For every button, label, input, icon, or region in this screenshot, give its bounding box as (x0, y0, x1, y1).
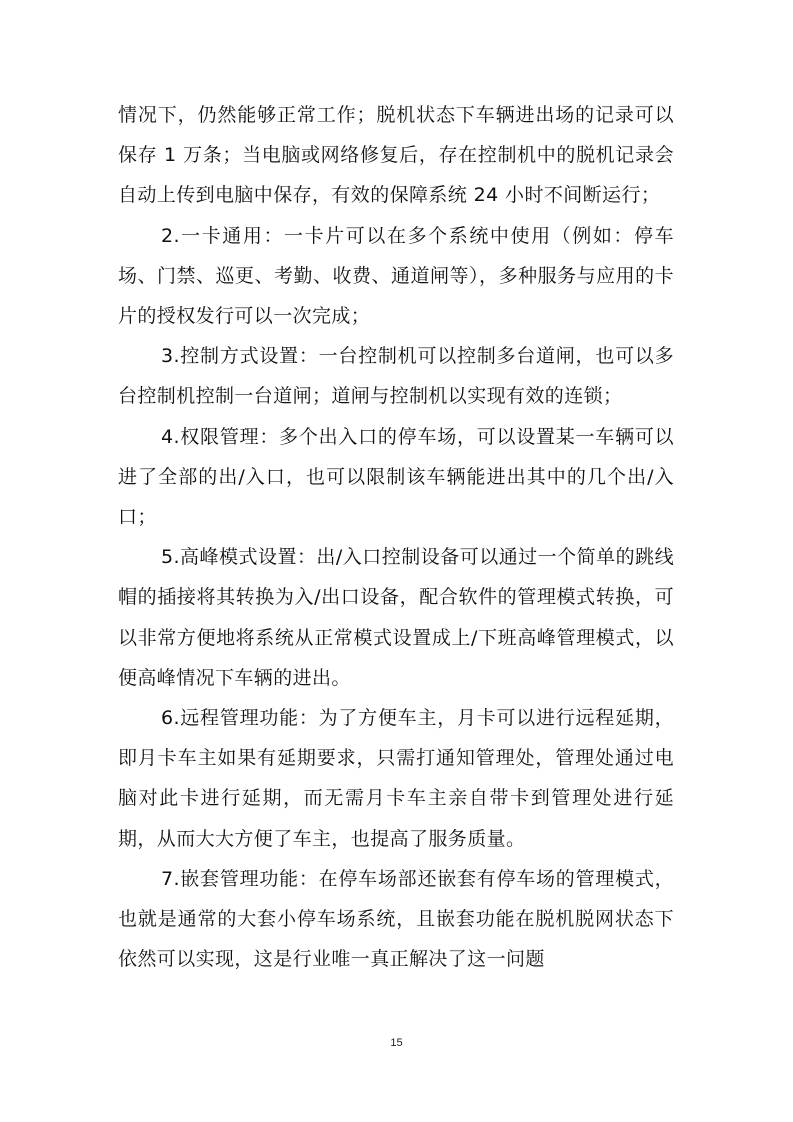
paragraph-item-4: 4.权限管理：多个出入口的停车场，可以设置某一车辆可以进了全部的出/入口，也可以限制该车辆能进出其中的几个出/入口； (118, 425, 674, 529)
paragraph-item-3: 3.控制方式设置：一台控制机可以控制多台道闸，也可以多台控制机控制一台道闸；道闸与控制机以实现有效的连锁； (118, 345, 674, 408)
paragraph-item-6: 6.远程管理功能：为了方便车主，月卡可以进行远程延期，即月卡车主如果有延期要求，只需打通知管理处，管理处通过电脑对此卡进行延期，而无需月卡车主亲自带卡到管理处进行延期，从而大大方便了车主，也提高了服务质量。 (118, 707, 674, 850)
paragraph-item-7: 7.嵌套管理功能：在停车场部还嵌套有停车场的管理模式，也就是通常的大套小停车场系统，且嵌套功能在脱机脱网状态下依然可以实现，这是行业唯一真正解决了这一问题 (118, 867, 674, 971)
page-number: 15 (390, 1037, 403, 1049)
paragraph-item-2: 2.一卡通用：一卡片可以在多个系统中使用（例如：停车场、门禁、巡更、考勤、收费、通道闸等），多种服务与应用的卡片的授权发行可以一次完成； (118, 224, 674, 328)
paragraph-item-5: 5.高峰模式设置：出/入口控制设备可以通过一个简单的跳线帽的插接将其转换为入/出口设备，配合软件的管理模式转换，可以非常方便地将系统从正常模式设置成上/下班高峰管理模式，以便高峰情况下车辆的进出。 (118, 546, 674, 689)
paragraph-continuation: 情况下，仍然能够正常工作；脱机状态下车辆进出场的记录可以保存 1 万条；当电脑或网络修复后，存在控制机中的脱机记录会自动上传到电脑中保存，有效的保障系统 24 小时不间断运行； (118, 104, 674, 207)
body-text (118, 95, 674, 979)
